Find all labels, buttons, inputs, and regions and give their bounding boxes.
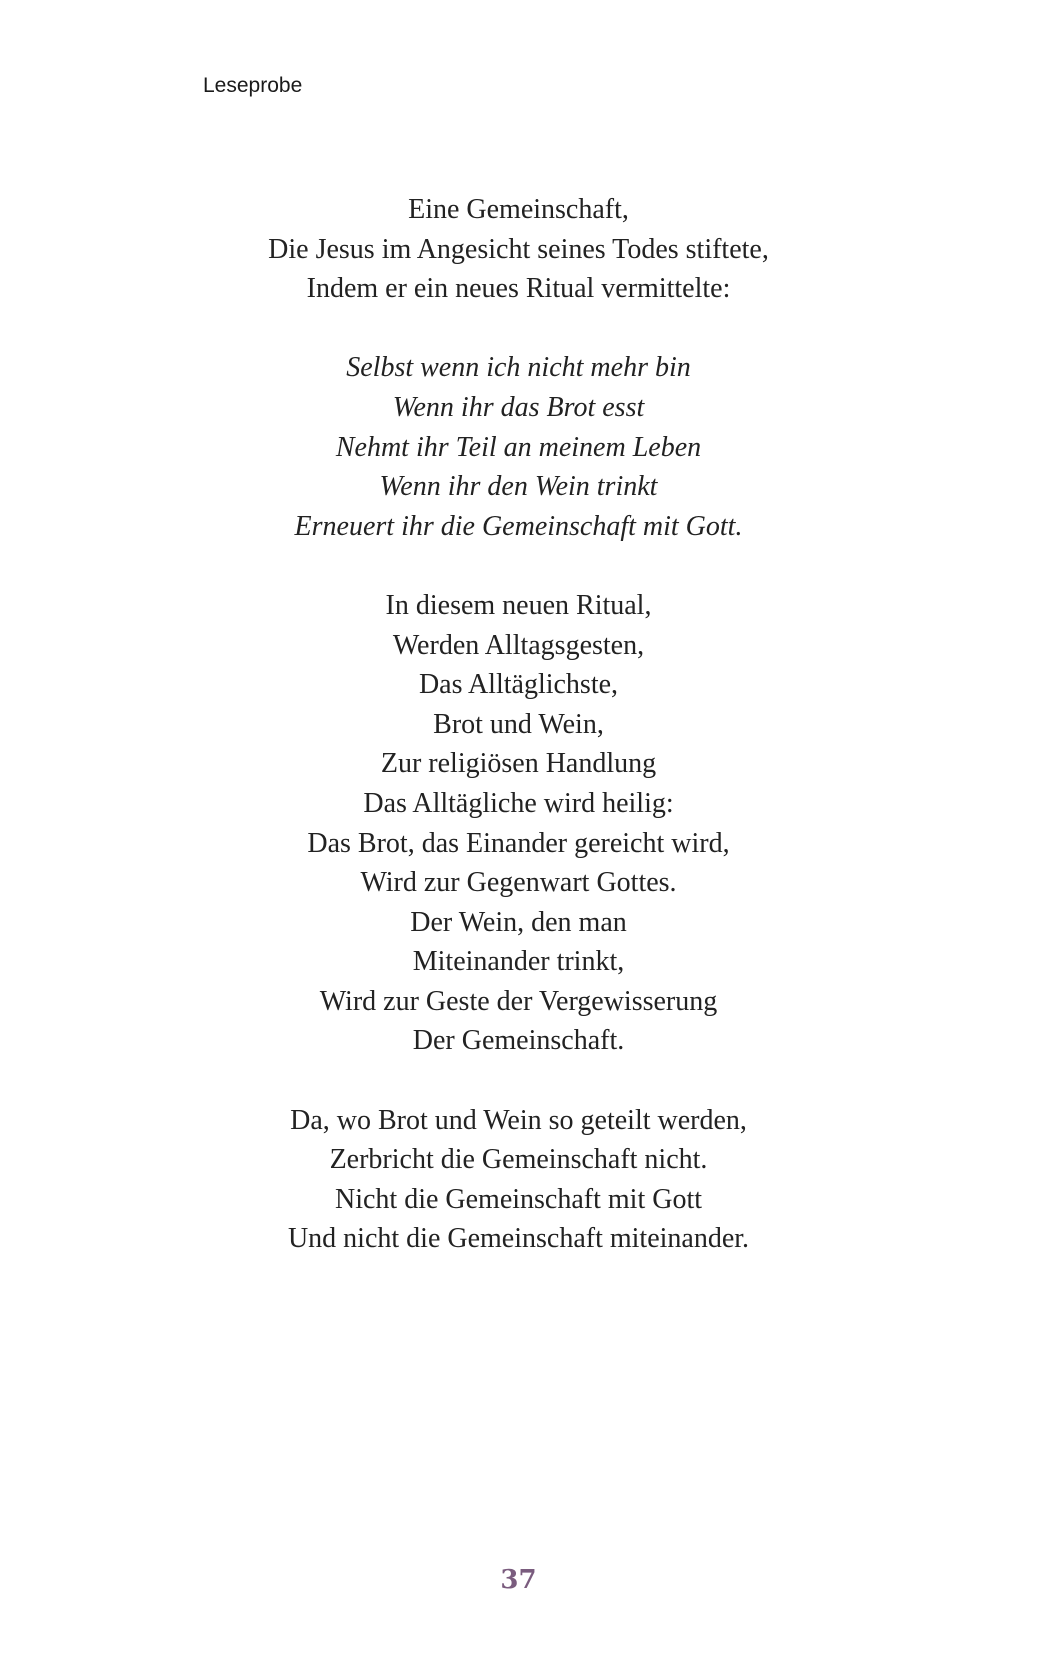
poem-line: Der Wein, den man (410, 906, 627, 938)
poem-line: Erneuert ihr die Gemeinschaft mit Gott. (294, 510, 743, 542)
poem (0, 190, 1037, 1259)
poem-line: Zur religiösen Handlung (380, 748, 657, 780)
stanza-4 (0, 1101, 1037, 1259)
poem-line: Und nicht die Gemeinschaft miteinander. (287, 1223, 750, 1255)
poem-line: Wenn ihr den Wein trinkt (379, 471, 658, 503)
poem-line: Eine Gemeinschaft, (408, 194, 629, 225)
stanza-3 (0, 586, 1037, 1061)
poem-line: Da, wo Brot und Wein so geteilt werden, (290, 1104, 747, 1136)
poem-line: Wird zur Geste der Vergewisserung (319, 985, 718, 1017)
poem-line: Miteinander trinkt, (412, 946, 625, 978)
poem-line: Das Brot, das Einander gereicht wird, (307, 827, 730, 859)
stanza-2-italic-quote (0, 348, 1037, 546)
poem-line: Indem er ein neues Ritual vermittelte: (306, 273, 731, 305)
poem-line: Brot und Wein, (433, 708, 604, 740)
poem-line: Nicht die Gemeinschaft mit Gott (334, 1183, 703, 1215)
poem-line: Werden Alltagsgesten, (392, 629, 645, 661)
poem-line: In diesem neuen Ritual, (385, 589, 652, 621)
poem-line: Zerbricht die Gemeinschaft nicht. (329, 1144, 708, 1176)
page-number: 37 (500, 1565, 537, 1595)
leseprobe-label: Leseprobe (203, 74, 303, 97)
poem-line: Das Alltäglichste, (418, 669, 619, 701)
stanza-1 (0, 190, 1037, 309)
poem-line: Wird zur Gegenwart Gottes. (360, 867, 677, 899)
poem-line: Der Gemeinschaft. (412, 1025, 625, 1057)
poem-line: Wenn ihr das Brot esst (392, 391, 645, 423)
poem-line: Das Alltägliche wird heilig: (363, 787, 674, 819)
poem-line: Selbst wenn ich nicht mehr bin (346, 352, 691, 384)
poem-line: Nehmt ihr Teil an meinem Leben (335, 431, 702, 463)
poem-line: Die Jesus im Angesicht seines Todes stiftete, (268, 233, 769, 265)
